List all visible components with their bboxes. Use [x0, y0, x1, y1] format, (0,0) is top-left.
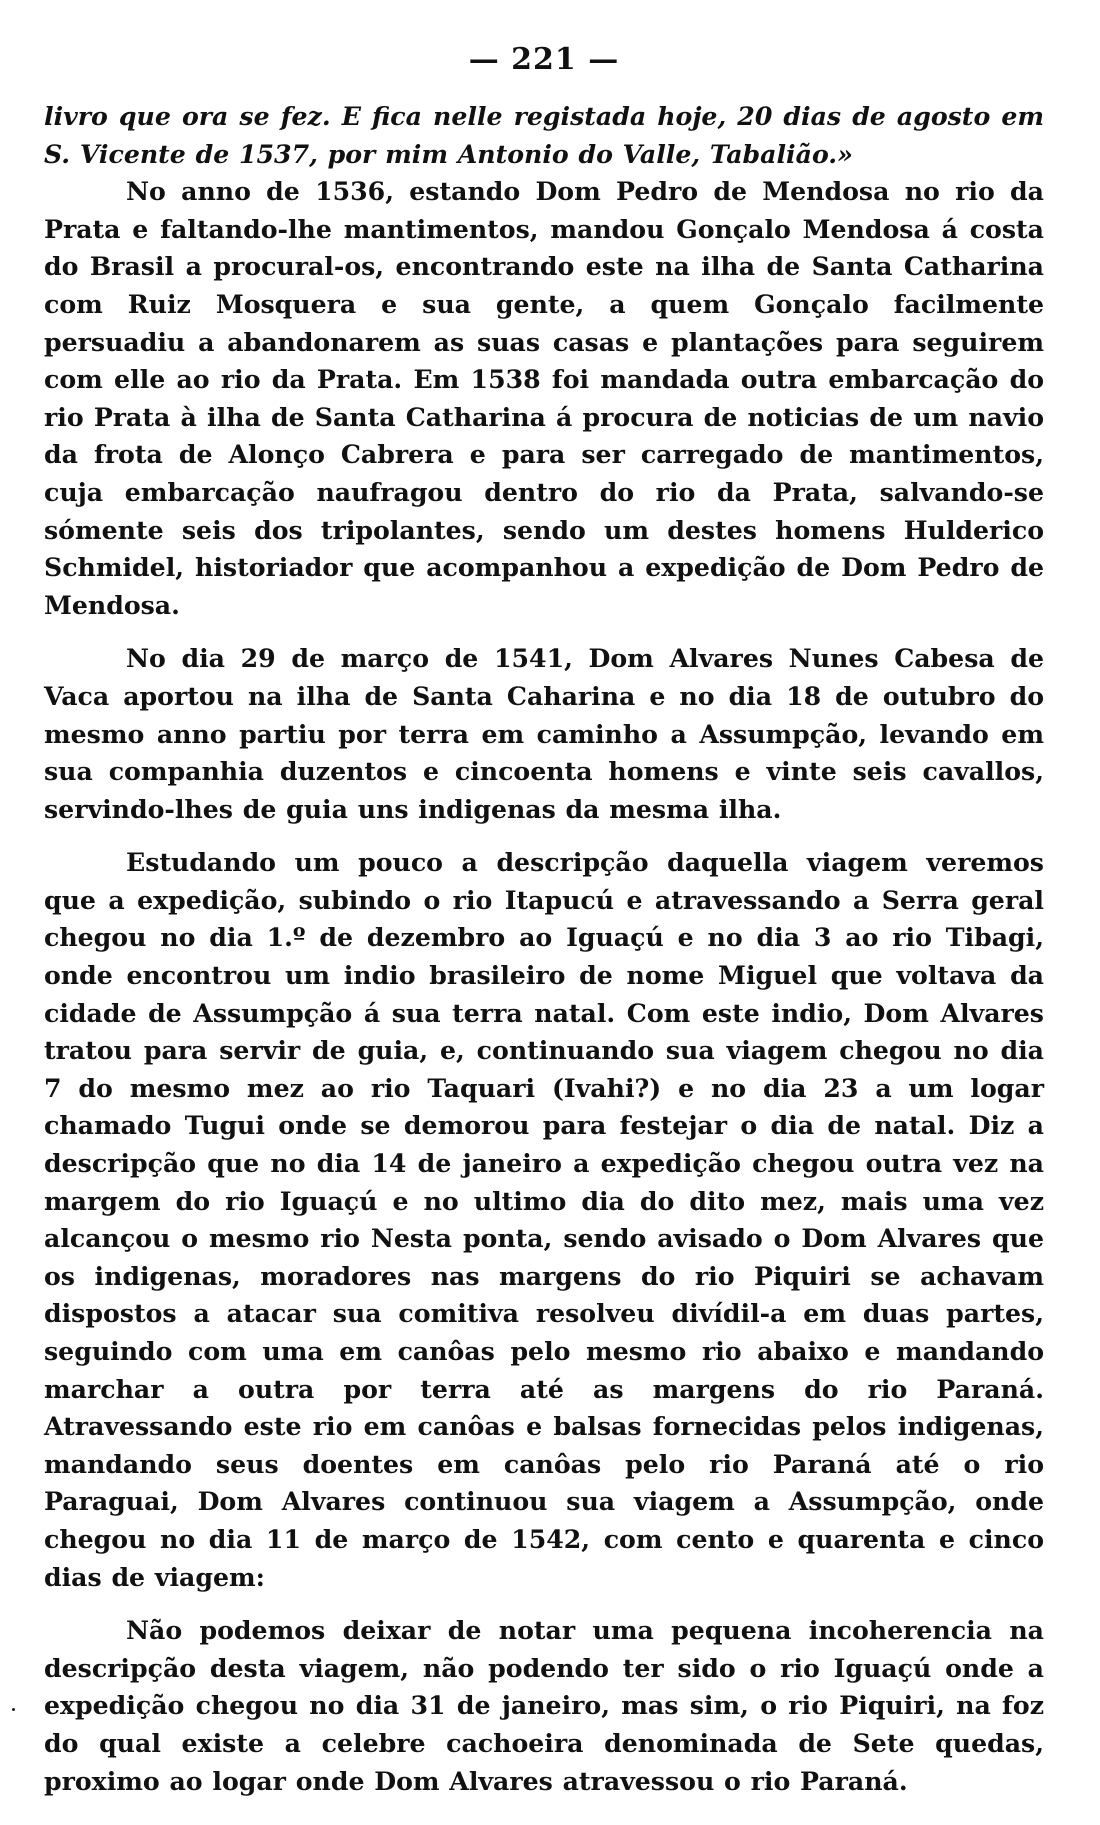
paragraph-incoherence: Não podemos deixar de notar uma pequena incoherencia na descripção desta viagem, não podendo ter sido o rio Iguaçú onde a expedição chegou no dia 31 de janeiro, mas sim, o rio Piquiri, na foz do qual existe a celebre cachoeira denominada de Sete quedas, proximo ao logar onde Dom Alvares atravessou o rio Paraná.	[44, 1615, 1044, 1796]
paragraph-closing-quote: livro que ora se fez. E fica nelle registada hoje, 20 dias de agosto em S. Vicente de 1537, por mim Antonio do Valle, Tabalião.»	[44, 101, 1044, 169]
paragraph-cabesa-de-vaca: No dia 29 de março de 1541, Dom Alvares Nunes Cabesa de Vaca aportou na ilha de Santa Caharina e no dia 18 de outubro do mesmo anno partiu por terra em caminho a Assumpção, levando em sua companhia duzentos e cincoenta homens e vinte seis cavallos, servindo-lhes de guia uns indigenas da mesma ilha.	[44, 643, 1044, 824]
paragraph-expedition-route: Estudando um pouco a descripção daquella viagem veremos que a expedição, subindo o rio Itapucú e atravessando a Serra geral chegou no dia 1.º de dezembro ao Iguaçú e no dia 3 ao rio Tibagi, onde encontrou um indio brasileiro de nome Miguel que voltava da cidade de Assumpção á sua terra natal. Com este indio, Dom Alvares tratou para servir de guia, e, continuando sua viagem chegou no dia 7 do mesmo mez ao rio Taquari (Ivahi?) e no dia 23 a um logar chamado Tugui onde se demorou para festejar o dia de natal. Diz a descripção que no dia 14 de janeiro a expedição chegou outra vez na margem do rio Iguaçú e no ultimo dia do dito mez, mais uma vez alcançou o mesmo rio Nesta ponta, sendo avisado o Dom Alvares que os indigenas, moradores nas margens do rio Piquiri se achavam dispostos a atacar sua comitiva resolveu divídil-a em duas partes, seguindo com uma em canôas pelo mesmo rio abaixo e mandando marchar a outra por terra até as margens do rio Paraná. Atravessando este rio em canôas e balsas fornecidas pelos indigenas, mandando seus doentes em canôas pelo rio Paraná até o rio Paraguai, Dom Alvares continuou sua viagem a Assumpção, onde chegou no dia 11 de março de 1542, com cento e quarenta e cinco dias de viagem:	[44, 847, 1044, 1592]
book-page	[44, 40, 1044, 1800]
paragraph-mendosa: No anno de 1536, estando Dom Pedro de Mendosa no rio da Prata e faltando-lhe mantimentos, mandou Gonçalo Mendosa á costa do Brasil a procural-os, encontrando este na ilha de Santa Catharina com Ruiz Mosquera e sua gente, a quem Gonçalo facilmente persuadiu a abandonarem as suas casas e plantações para seguirem com elle ao rio da Prata. Em 1538 foi mandada outra embarcação do rio Prata à ilha de Santa Catharina á procura de noticias de um navio da frota de Alonço Cabrera e para ser carregado de mantimentos, cuja embarcação naufragou dentro do rio da Prata, salvando-se sómente seis dos tripolantes, sendo um destes homens Hulderico Schmidel, historiador que acompanhou a expedição de Dom Pedro de Mendosa.	[44, 176, 1044, 620]
page-number: — 221 —	[468, 42, 620, 77]
print-speck	[12, 1708, 15, 1711]
